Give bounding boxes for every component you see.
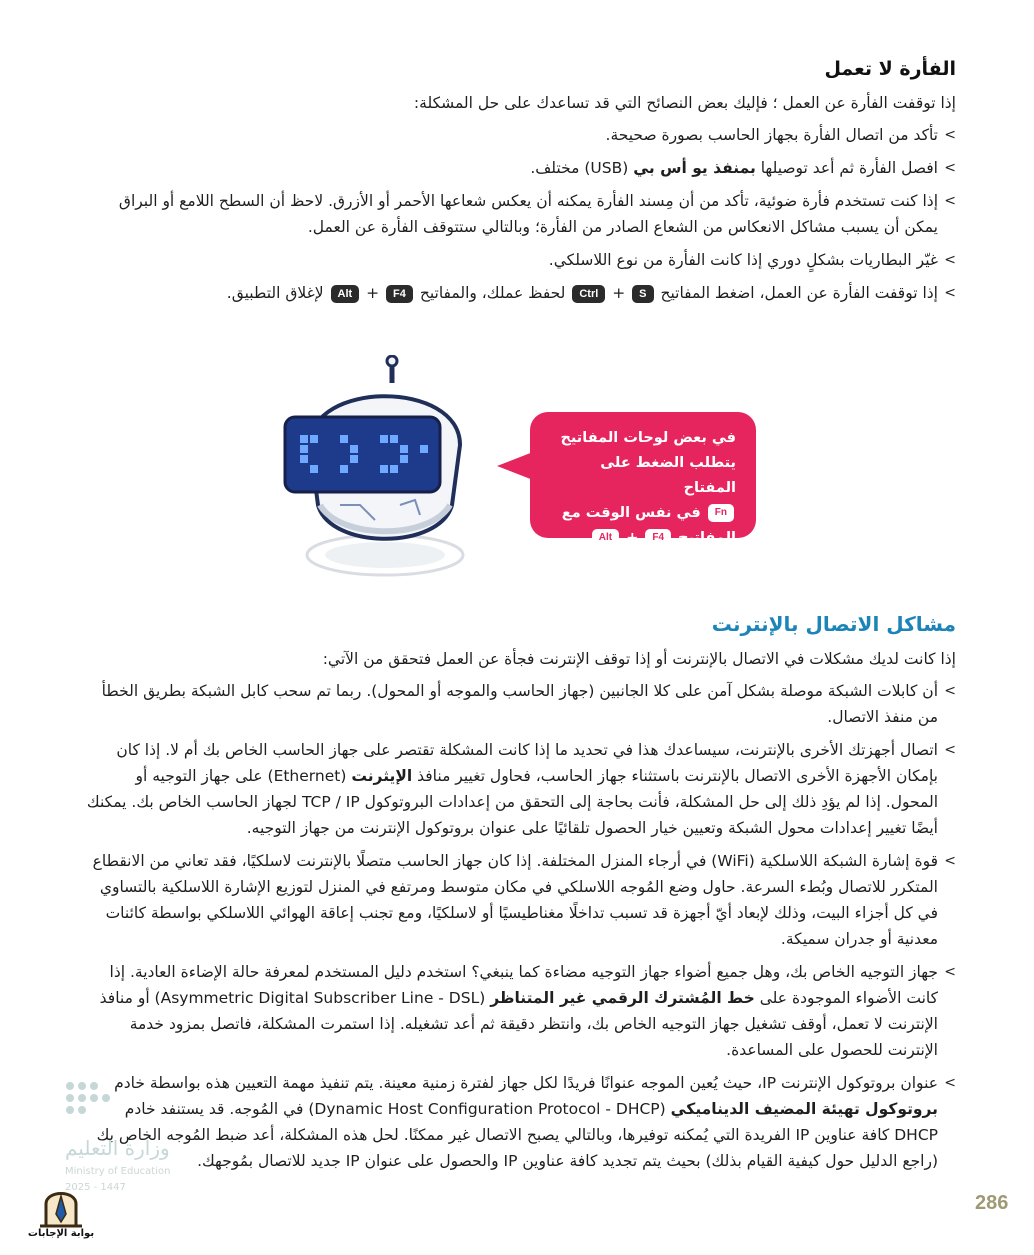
list-item: > إذا كنت تستخدم فأرة ضوئية، تأكد من أن مِسند الفأرة يمكنه أن يعكس شعاعها الأحمر أو الأزرق. لاحظ أن السطح اللامع أو البراق يمكن أن يسبب مشاكل الانعكاس من الشعاع الصادر من الفأرة؛ وبالتالي ستتوقف الفأرة عن العمل.: [76, 188, 956, 240]
key-f4: F4: [386, 285, 413, 303]
internet-section-body: [86, 646, 956, 1181]
list-item: > إذا توقفت الفأرة عن العمل، اضغط المفاتيح S + Ctrl لحفظ عملك، والمفاتيح F4 + Alt لإغلاق التطبيق.: [76, 280, 956, 306]
list-item: > عنوان بروتوكول الإنترنت IP، حيث يُعين الموجه عنوانًا فريدًا لكل جهاز لفترة زمنية معينة. يتم تنفيذ مهمة التعيين هذه بواسطة خادم بروتوكول تهيئة المضيف الديناميكي (Dynamic Host Configuration Protocol - DHCP) في المُوجه. قد يستنفد خادم DHCP كافة عناوين IP الفريدة التي يُمكنه توفيرها، وبالتالي يصبح الاتصال غير ممكنًا. لحل هذه المشكلة، أعد ضبط المُوجه الخاص بك (راجع الدليل حول كيفية القيام بذلك) بحيث يتم تجديد كافة عناوين IP والحصول على عنوان IP جديد للاتصال بمُوجهك.: [86, 1070, 956, 1174]
pen-arch-icon: [26, 1186, 96, 1228]
speech-bubble-tail: [497, 452, 533, 480]
internet-intro: إذا كانت لديك مشكلات في الاتصال بالإنترنت أو إذا توقف الإنترنت فجأة عن العمل فتحقق من الآتي:: [322, 650, 956, 668]
list-item: > افصل الفأرة ثم أعد توصيلها بمنفذ يو أس بي (USB) مختلف.: [76, 155, 956, 181]
list-item: > غيّر البطاريات بشكلٍ دوري إذا كانت الفأرة من نوع اللاسلكي.: [76, 247, 956, 273]
key-alt: Alt: [331, 285, 360, 303]
speech-bubble: في بعض لوحات المفاتيح يتطلب الضغط على المفتاح Fn في نفس الوقت مع المفاتيح F4 + Alt .: [530, 412, 756, 538]
key-f4: F4: [645, 529, 671, 547]
key-s: S: [632, 285, 653, 303]
page-number: 286: [975, 1192, 1009, 1214]
mouse-section-body: [76, 90, 956, 313]
answers-portal-logo: بوابة الإجابات: [26, 1186, 96, 1250]
mouse-intro: إذا توقفت الفأرة عن العمل ؛ فإليك بعض النصائح التي قد تساعدك على حل المشكلة:: [413, 94, 956, 112]
mouse-tips-list: [76, 122, 956, 306]
key-ctrl: Ctrl: [572, 285, 605, 303]
list-item: > تأكد من اتصال الفأرة بجهاز الحاسب بصورة صحيحة.: [76, 122, 956, 148]
list-item: > اتصال أجهزتك الأخرى بالإنترنت، سيساعدك هذا في تحديد ما إذا كانت المشكلة تقتصر على جهاز الحاسب الخاص بك أم لا. إذا كان بإمكان الأجهزة الأخرى الاتصال بالإنترنت باستثناء جهاز الحاسب، فحاول تغيير منافذ الإيثرنت (Ethernet) على جهاز التوجيه أو المحول. إذا لم يؤدِ ذلك إلى حل المشكلة، فأنت بحاجة إلى التحقق من إعدادات البروتوكول TCP / IP لجهاز الحاسب الخاص بك. يمكنك أيضًا تغيير إعدادات محول الشبكة وتعيين خيار الحصول تلقائيًا على عنوان بروتوكول الإنترنت من جهاز التوجيه.: [86, 737, 956, 841]
ministry-watermark: وزارة التعليم Ministry of Education 2025 - 1447: [62, 1078, 212, 1198]
section-title-mouse: الفأرة لا تعمل: [824, 58, 956, 80]
key-fn: Fn: [708, 504, 734, 522]
key-alt: Alt: [592, 529, 619, 547]
list-item: > قوة إشارة الشبكة اللاسلكية (WiFi) في أرجاء المنزل المختلفة. إذا كان جهاز الحاسب متصلًا بالإنترنت لاسلكيًا، فقد تعاني من الانقطاع المتكرر للاتصال وبُطء السرعة. حاول وضع المُوجه اللاسلكي في مكان متوسط ومرتفع في المنزل لتوزيع الإشارة اللاسلكية بالتساوي في كل أجزاء البيت، وذلك لإبعاد أيّ أجهزة قد تسبب تداخلًا مغناطيسيًا أو لاسلكيًا، ومع تجنب إعاقة الهوائي اللاسلكي بواسطة كائنات معدنية أو جدران سميكة.: [86, 848, 956, 952]
ministry-logo-icon: [62, 1078, 122, 1128]
internet-checks-list: [86, 678, 956, 1174]
list-item: > أن كابلات الشبكة موصلة بشكل آمن على كلا الجانبين (جهاز الحاسب والموجه أو المحول). ربما تم سحب كابل الشبكة بطريق الخطأ من منفذ الاتصال.: [86, 678, 956, 730]
section-title-internet: مشاكل الاتصال بالإنترنت: [711, 612, 956, 636]
list-item: > جهاز التوجيه الخاص بك، وهل جميع أضواء جهاز التوجيه مضاءة كما ينبغي؟ استخدم دليل المستخدم لمعرفة حالة الإضاءة العادية. إذا كانت الأضواء الموجودة على خط المُشترك الرقمي غير المتناظر (Asymmetric Digital Subscriber Line - DSL) أو منافذ الإنترنت لا تعمل، أوقف تشغيل جهاز التوجيه الخاص بك، وانتظر دقيقة ثم أعد تشغيله. إذا استمرت المشكلة، فاتصل بمزود خدمة الإنترنت للحصول على المساعدة.: [86, 959, 956, 1063]
